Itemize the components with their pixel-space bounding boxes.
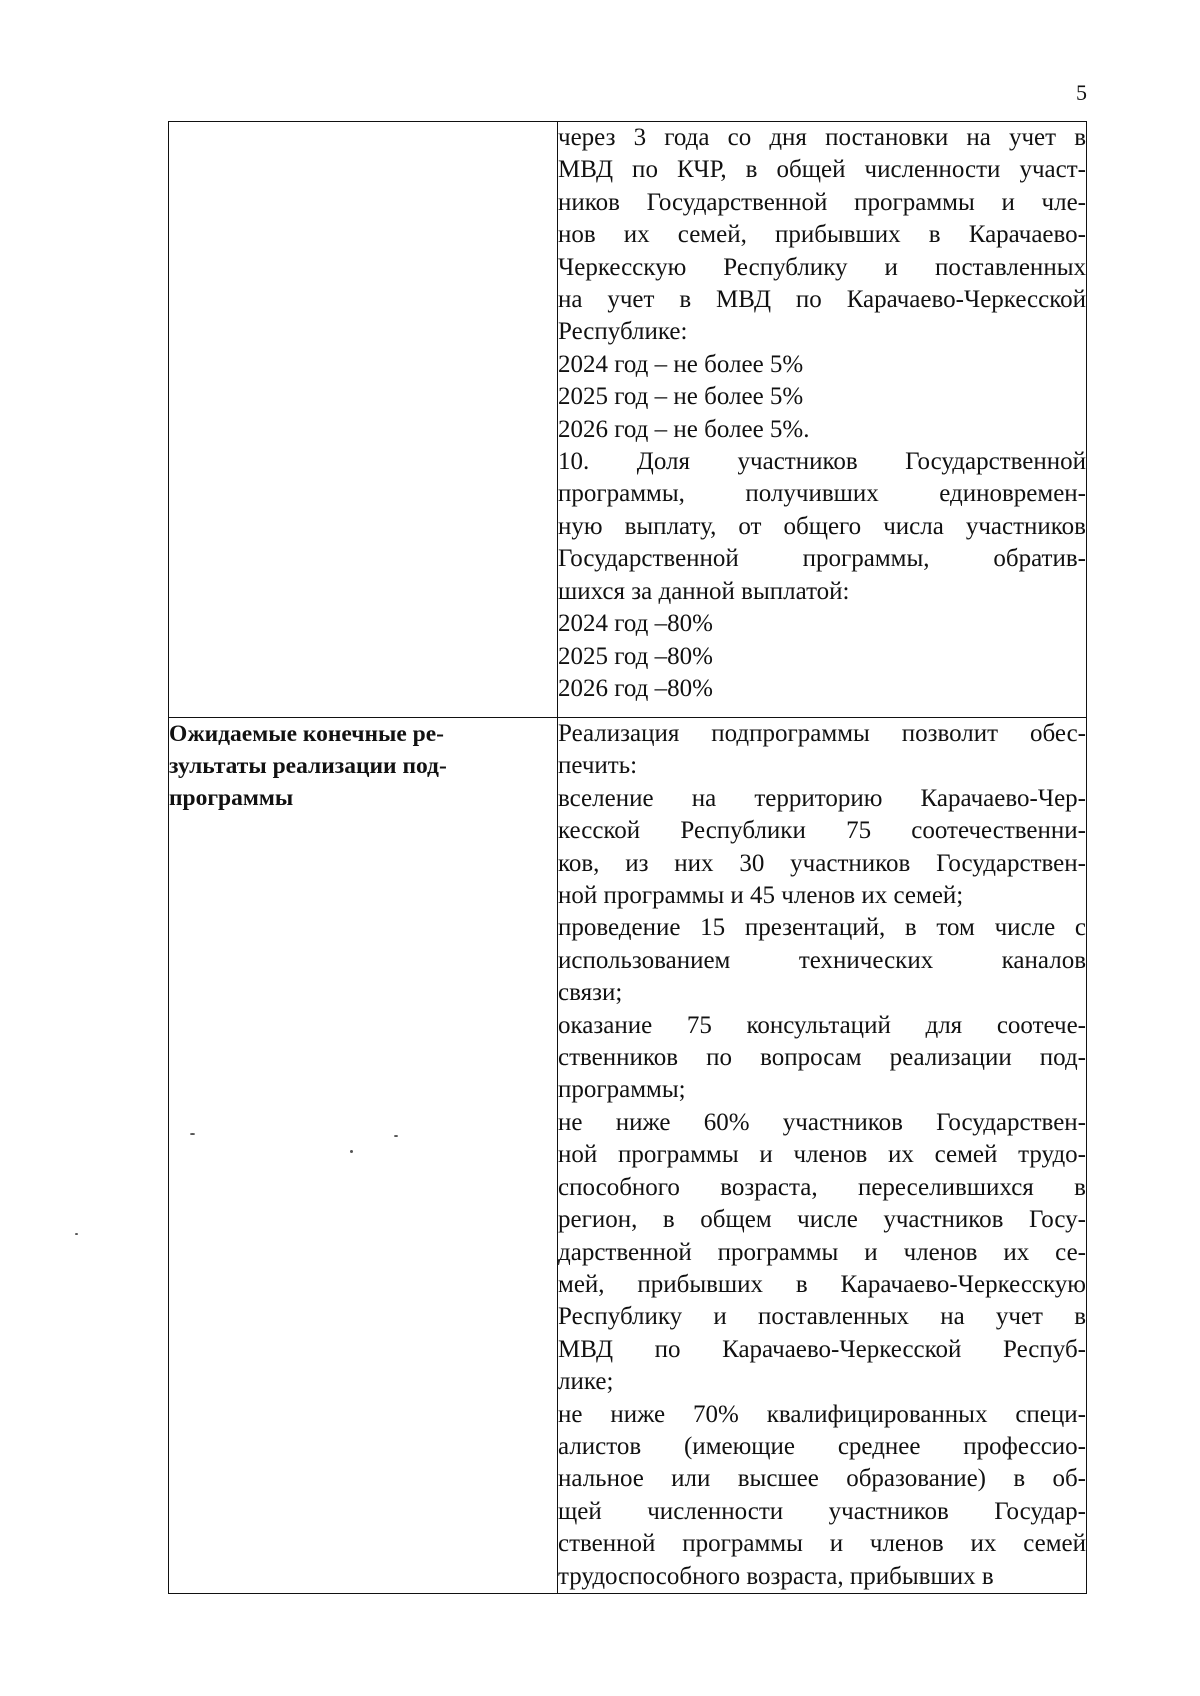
text-line: связи;: [558, 979, 623, 1007]
text-line: способного возраста, переселившихся в: [558, 1173, 1086, 1201]
text-line: щей численности участников Государ-: [558, 1497, 1086, 1525]
text-line: МВД по КЧР, в общей численности участ-: [558, 156, 1086, 184]
text-line: ственной программы и членов их семей: [558, 1530, 1086, 1558]
text-line: на учет в МВД по Карачаево-Черкесской: [558, 286, 1086, 314]
scan-speck: [350, 1150, 353, 1153]
text-line: нов их семей, прибывших в Карачаево-: [558, 221, 1086, 249]
row2-content-cell: [558, 718, 1087, 1594]
text-line: 2025 год – не более 5%: [558, 383, 804, 411]
row2-label-lines: [169, 718, 557, 814]
text-line: зультаты реализации под-: [169, 753, 447, 779]
text-line: трудоспособного возраста, прибывших в: [558, 1562, 994, 1590]
text-line: программы: [169, 785, 294, 811]
text-line: ников Государственной программы и чле-: [558, 188, 1086, 216]
text-line: Республику и поставленных на учет в: [558, 1303, 1086, 1331]
text-line: Ожидаемые конечные ре-: [169, 721, 445, 747]
text-line: кесской Республики 75 соотечественни-: [558, 817, 1086, 845]
text-line: Реализация подпрограммы позволит обес-: [558, 720, 1086, 747]
page-number: 5: [1076, 80, 1087, 105]
text-line: не ниже 70% квалифицированных специ-: [558, 1400, 1086, 1428]
text-line: мей, прибывших в Карачаево-Черкесскую: [558, 1270, 1086, 1298]
text-line: нальное или высшее образование) в об-: [558, 1465, 1086, 1493]
scan-speck: [75, 1233, 78, 1235]
text-line: программы, получивших единовремен-: [558, 480, 1086, 508]
text-line: ную выплату, от общего числа участников: [558, 512, 1086, 540]
text-line: Черкесскую Республику и поставленных: [558, 253, 1086, 281]
text-line: через 3 года со дня постановки на учет в: [558, 124, 1086, 151]
text-line: печить:: [558, 752, 638, 780]
subprogram-passport-table: [168, 121, 1087, 1594]
text-line: лике;: [558, 1368, 614, 1396]
row1-content-cell: [558, 122, 1087, 718]
text-line: оказание 75 консультаций для соотече-: [558, 1011, 1086, 1039]
text-line: 10. Доля участников Государственной: [558, 448, 1086, 476]
text-line: использованием технических каналов: [558, 946, 1086, 974]
scan-speck: [190, 1133, 195, 1135]
text-line: Республике:: [558, 318, 688, 346]
text-line: алистов (имеющие среднее профессио-: [558, 1432, 1086, 1460]
text-line: 2026 год – не более 5%.: [558, 415, 810, 443]
text-line: 2025 год –80%: [558, 642, 713, 670]
text-line: 2026 год –80%: [558, 674, 713, 702]
row1-label-cell: [169, 122, 558, 718]
table-row: [169, 122, 1087, 718]
table-row: [169, 718, 1087, 1594]
text-line: ной программы и членов их семей трудо-: [558, 1141, 1086, 1169]
text-line: ной программы и 45 членов их семей;: [558, 882, 964, 910]
text-line: 2024 год – не более 5%: [558, 350, 804, 378]
row1-content-lines: [558, 122, 1086, 705]
text-line: 2024 год –80%: [558, 610, 713, 638]
scan-speck: [394, 1135, 398, 1137]
text-line: ственников по вопросам реализации под-: [558, 1044, 1086, 1072]
text-line: Государственной программы, обратив-: [558, 545, 1086, 573]
row2-content-lines: [558, 718, 1086, 1593]
text-line: МВД по Карачаево-Черкесской Респуб-: [558, 1335, 1086, 1363]
text-line: не ниже 60% участников Государствен-: [558, 1108, 1086, 1136]
text-line: регион, в общем числе участников Госу-: [558, 1206, 1086, 1234]
text-line: шихся за данной выплатой:: [558, 577, 850, 605]
text-line: дарственной программы и членов их се-: [558, 1238, 1086, 1266]
text-line: ков, из них 30 участников Государствен-: [558, 849, 1086, 877]
text-line: программы;: [558, 1076, 686, 1104]
row2-label-cell: [169, 718, 558, 1594]
text-line: вселение на территорию Карачаево-Чер-: [558, 784, 1086, 812]
text-line: проведение 15 презентаций, в том числе с: [558, 914, 1086, 942]
